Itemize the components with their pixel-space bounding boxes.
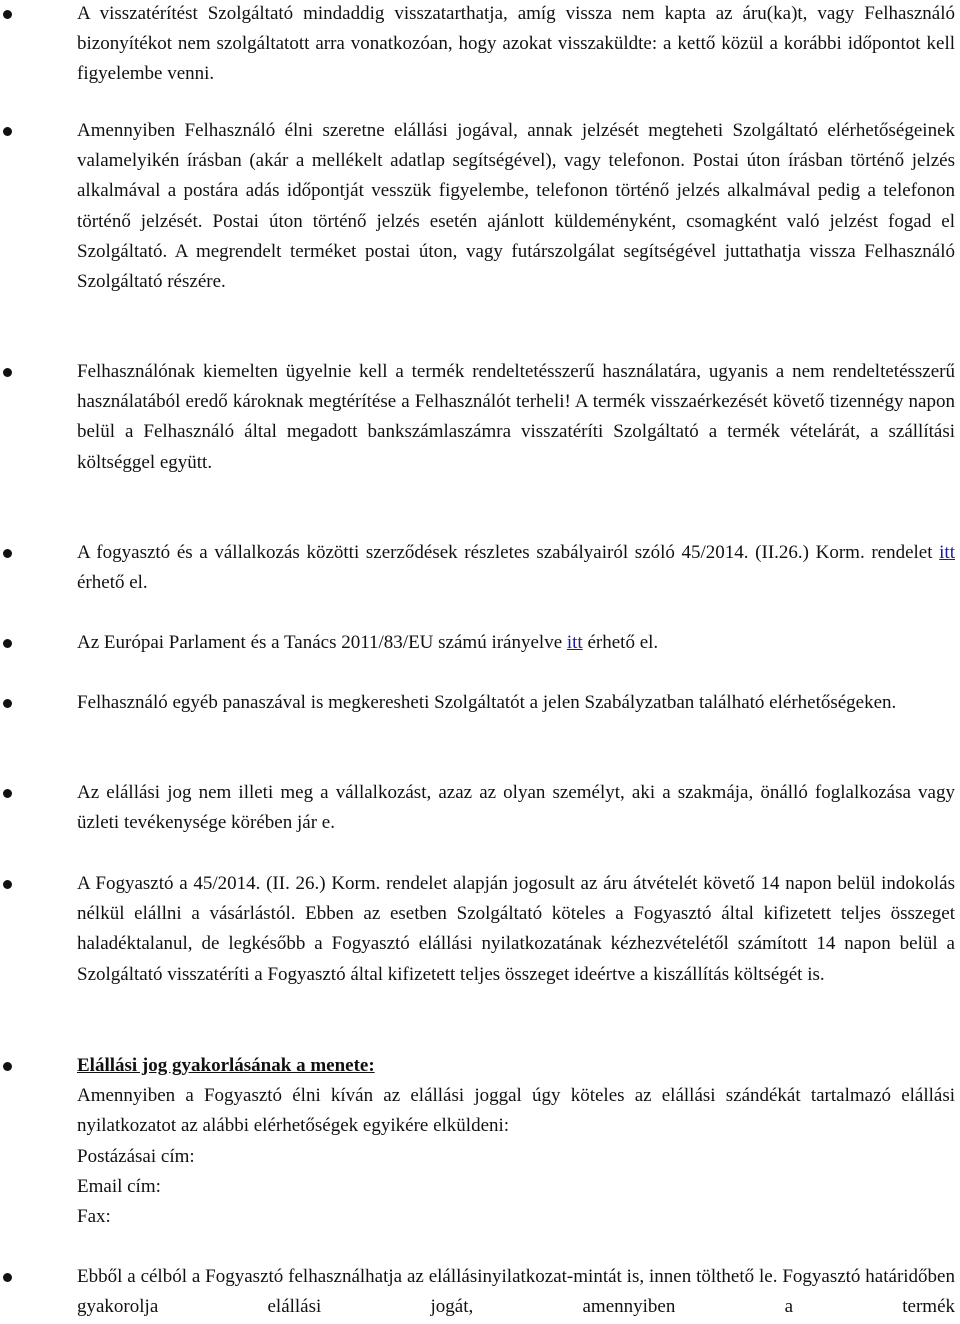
bullet-icon	[3, 880, 12, 889]
bullet-icon	[3, 1062, 12, 1071]
bullet-icon	[3, 10, 12, 19]
bullet-icon	[3, 127, 12, 136]
bullet-icon	[3, 699, 12, 708]
paragraph: Amennyiben Felhasználó élni szeretne elállási jogával, annak jelzését megteheti Szolgáltató elérhetőségeinek valamelyikén írásban (akár a mellékelt adatlap segítségével), vagy telefonon. Postai úton írásban történő jelzés alkalmával a postára adás időpontját vesszük figyelembe, telefonon történő jelzés alkalmával pedig a telefonon történő jelzését. Postai úton történő jelzés esetén ajánlott küldeményként, csomagként való jelzést fogad el Szolgáltató. A megrendelt terméket postai úton, vagy futárszolgálat segítségével juttathatja vissza Felhasználó Szolgáltató részére.	[77, 120, 955, 293]
paragraph: Az elállási jog nem illeti meg a vállalkozást, azaz az olyan személyt, aki a szakmája, önálló foglalkozása vagy üzleti tevékenysége körében jár e.	[77, 782, 955, 834]
bullet-icon	[3, 1273, 12, 1282]
directive-link[interactable]: itt	[566, 632, 583, 653]
bullet-icon	[3, 549, 12, 558]
fax-label: Fax:	[77, 1206, 111, 1228]
paragraph: A Fogyasztó a 45/2014. (II. 26.) Korm. rendelet alapján jogosult az áru átvételét követő 14 napon belül indokolás nélkül elállni a vásárlástól. Ebben az esetben Szolgáltató köteles a Fogyasztó által kifizetett teljes összeget haladéktalanul, de legkésőbb a Fogyasztó elállási nyilatkozatának kézhezvételétől számított 14 napon belül a Szolgáltató visszatéríti a Fogyasztó által kifizetett teljes összeget ideértve a kiszállítás költségét is.	[77, 873, 955, 985]
paragraph: Felhasználónak kiemelten ügyelnie kell a termék rendeltetésszerű használatára, ugyanis a nem rendeltetésszerű használatából eredő károknak megtérítése a Felhasználót terheli! A termék visszaérkezését követő tizennégy napon belül a Felhasználó által megadott bankszámlaszámra visszatéríti Szolgáltató a termék vételárát, a szállítási költséggel együtt.	[77, 361, 955, 473]
section-heading: Elállási jog gyakorlásának a menete:	[77, 1055, 375, 1076]
paragraph-text: A fogyasztó és a vállalkozás közötti szerződések részletes szabályairól szóló 45/2014. (II.26.) Korm. rendelet	[77, 542, 940, 563]
paragraph-text: érhető el.	[582, 632, 659, 653]
section	[77, 1051, 955, 1232]
email-label: Email cím:	[77, 1175, 161, 1197]
decree-link[interactable]: itt	[939, 542, 955, 563]
bullet-icon	[3, 639, 12, 648]
paragraph: A visszatérítést Szolgáltató mindaddig visszatarthatja, amíg vissza nem kapta az áru(ka)t, vagy Felhasználó bizonyítékot nem szolgáltatott arra vonatkozóan, hogy azokat visszaküldte: a kettő közül a korábbi időpontot kell figyelembe venni.	[77, 3, 955, 85]
postal-address-label: Postázásai cím:	[77, 1145, 195, 1167]
paragraph: Amennyiben a Fogyasztó élni kíván az elállási joggal úgy köteles az elállási szándékát tartalmazó elállási nyilatkozatot az alábbi elérhetőségek egyikére elküldeni:	[77, 1085, 955, 1137]
paragraph: Felhasználó egyéb panaszával is megkeresheti Szolgáltatót a jelen Szabályzatban található elérhetőségeken.	[77, 692, 897, 713]
bullet-icon	[3, 789, 12, 798]
paragraph: Ebből a célból a Fogyasztó felhasználhatja az elállásinyilatkozat-mintát is, innen tölthető le. Fogyasztó határidőben gyakorolja elállási jogát, amennyiben a termék	[77, 1266, 955, 1318]
paragraph	[77, 538, 955, 598]
bullet-icon	[3, 368, 12, 377]
paragraph-text: érhető el.	[77, 572, 148, 594]
paragraph-text: Az Európai Parlament és a Tanács 2011/83/EU számú irányelve	[77, 632, 567, 653]
paragraph	[77, 628, 955, 658]
